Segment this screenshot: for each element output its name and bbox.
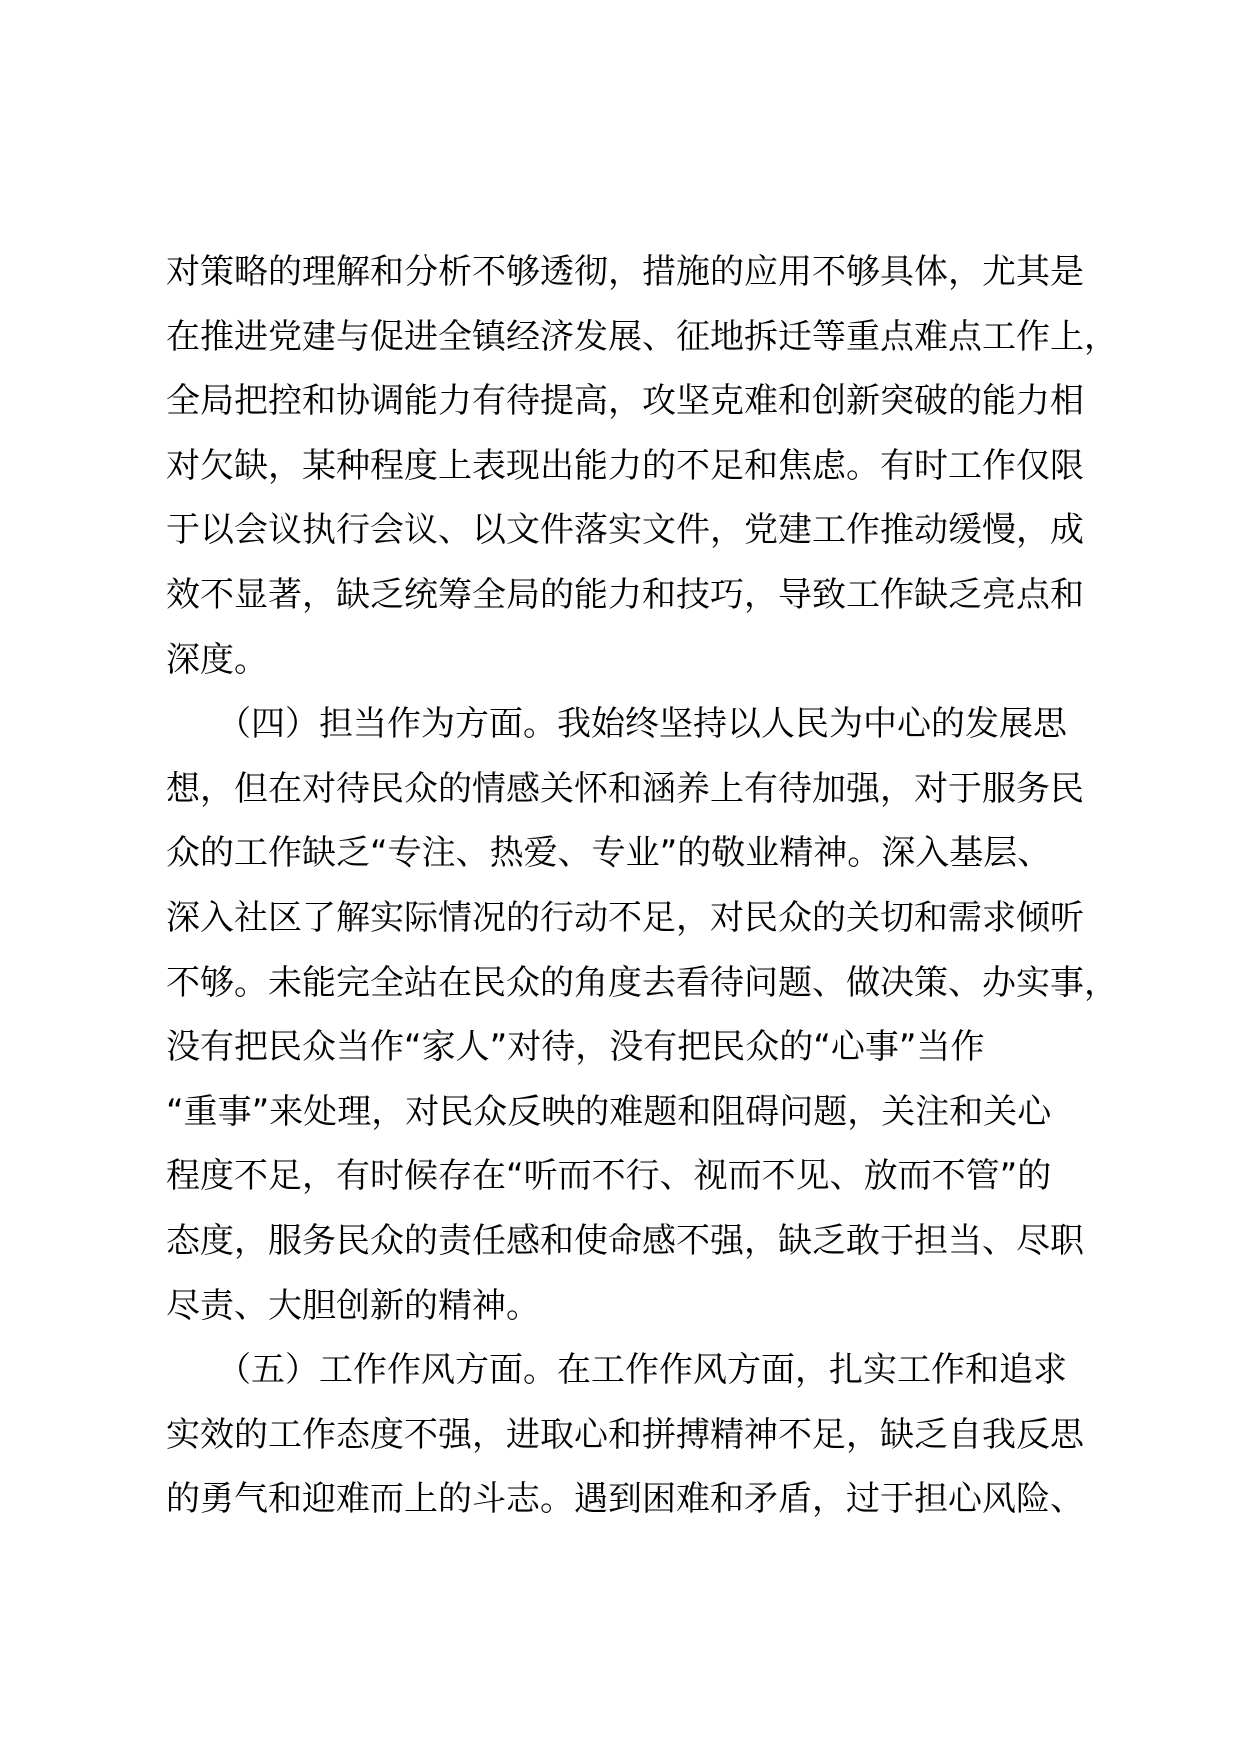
body-text — [166, 240, 1118, 1532]
section-heading-line: （四）担当作为方面。我始终坚持以人民为中心的发展思 — [166, 704, 1067, 745]
text-line: 效不显著，缺乏统筹全局的能力和技巧，导致工作缺乏亮点和 — [166, 574, 1084, 615]
text-line: 的勇气和迎难而上的斗志。遇到困难和矛盾，过于担心风险、 — [166, 1479, 1084, 1520]
text-line: 尽责、大胆创新的精神。 — [166, 1285, 540, 1326]
text-line: 程度不足，有时候存在“听而不行、视而不见、放而不管”的 — [166, 1156, 1052, 1197]
text-line: “重事”来处理，对民众反映的难题和阻碍问题，关注和关心 — [166, 1091, 1052, 1132]
text-line: 想，但在对待民众的情感关怀和涵养上有待加强，对于服务民 — [166, 768, 1084, 809]
text-line: 态度，服务民众的责任感和使命感不强，缺乏敢于担当、尽职 — [166, 1220, 1084, 1261]
text-line: 深度。 — [166, 639, 268, 680]
text-line: 在推进党建与促进全镇经济发展、征地拆迁等重点难点工作上， — [166, 316, 1118, 357]
text-line: 对欠缺，某种程度上表现出能力的不足和焦虑。有时工作仅限 — [166, 445, 1084, 486]
text-line: 不够。未能完全站在民众的角度去看待问题、做决策、办实事， — [166, 962, 1118, 1003]
text-line: 实效的工作态度不强，进取心和拼搏精神不足，缺乏自我反思 — [166, 1414, 1084, 1455]
text-line: 于以会议执行会议、以文件落实文件，党建工作推动缓慢，成 — [166, 510, 1084, 551]
text-line: 对策略的理解和分析不够透彻，措施的应用不够具体，尤其是 — [166, 252, 1084, 292]
text-line: 众的工作缺乏“专注、热爱、专业”的敬业精神。深入基层、 — [166, 833, 1052, 874]
text-line: 全局把控和协调能力有待提高，攻坚克难和创新突破的能力相 — [166, 381, 1084, 422]
text-line: 深入社区了解实际情况的行动不足，对民众的关切和需求倾听 — [166, 897, 1084, 938]
section-heading-line: （五）工作作风方面。在工作作风方面，扎实工作和追求 — [166, 1350, 1067, 1391]
text-line: 没有把民众当作“家人”对待，没有把民众的“心事”当作 — [166, 1027, 985, 1068]
